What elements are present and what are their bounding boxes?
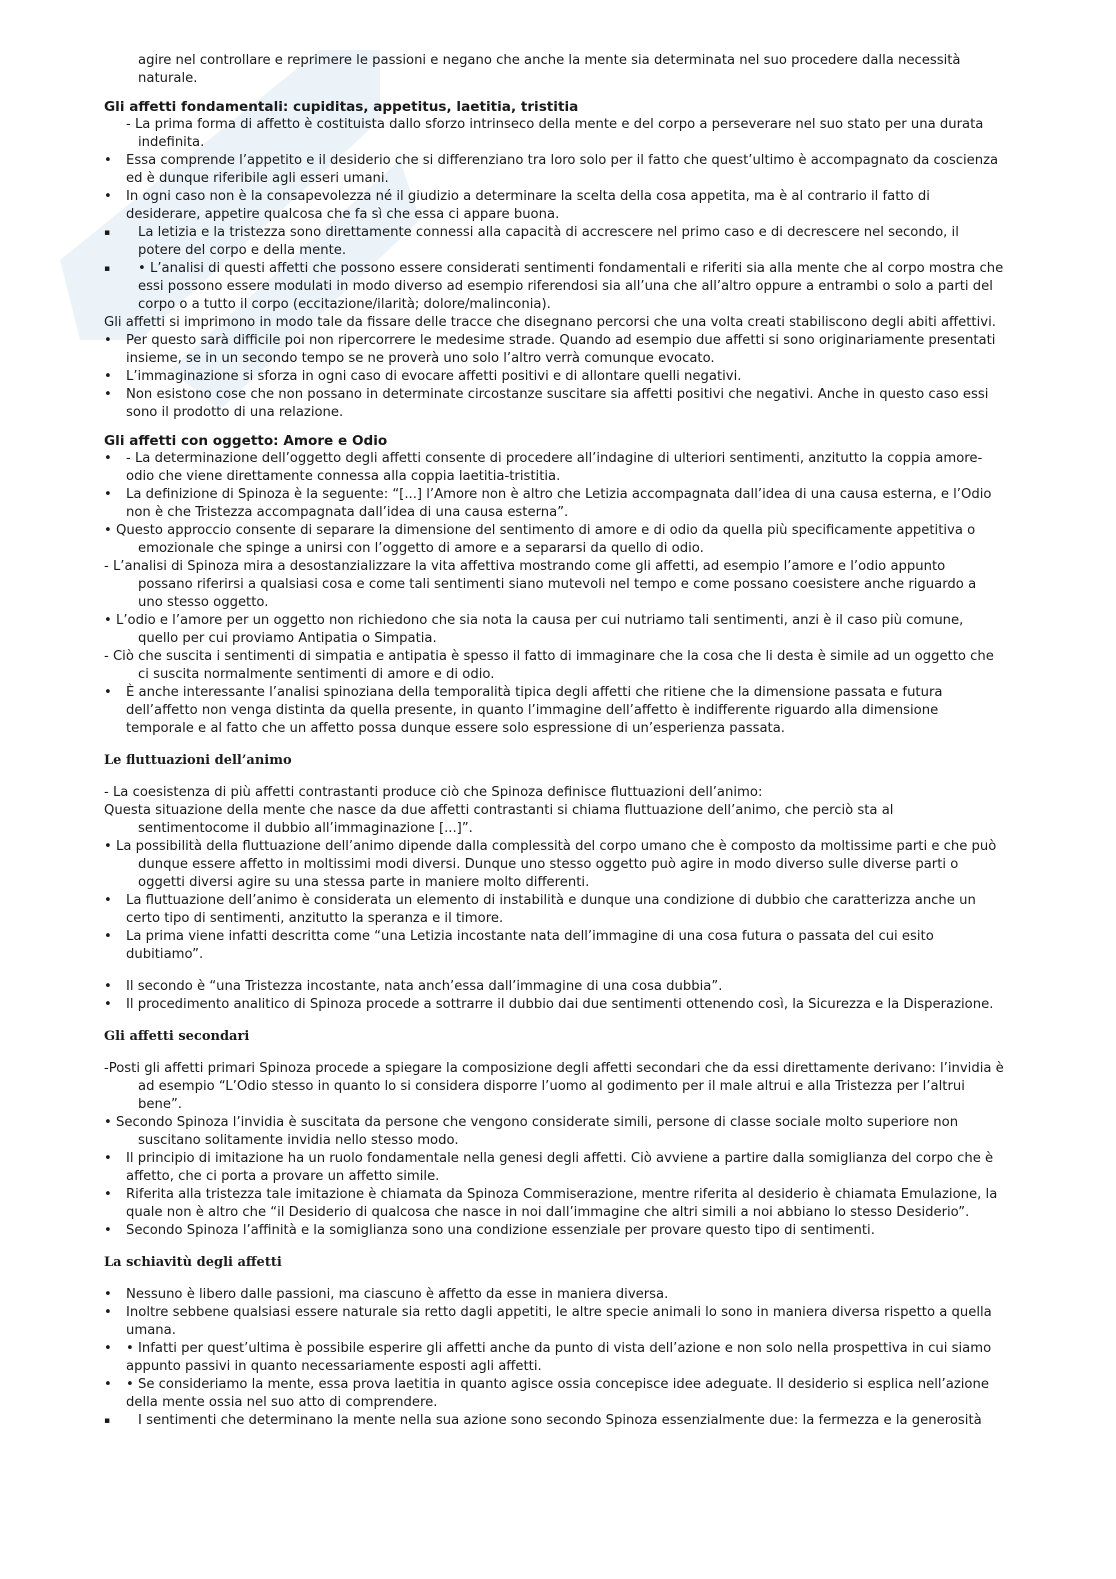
list-item: • Inoltre sebbene qualsiasi essere naturale sia retto dagli appetiti, le altre specie animali lo sono in maniera diversa rispetto a quella umana. [104,1305,992,1338]
list-item: • Essa comprende l’appetito e il desiderio che si differenziano tra loro solo per il fatto che quest’ultimo è accompagnato da coscienza ed è dunque riferibile agli esseri umani. [104,153,999,186]
bullet-icon: • [104,387,112,402]
bullet-icon: • [104,153,112,168]
list-item: • Il procedimento analitico di Spinoza procede a sottrarre il dubbio dai due sentimenti ottenendo così, la Sicurezza e la Disperazione. [104,997,994,1012]
bullet-icon: • [104,1287,112,1302]
section-heading-schiavitu-affetti: La schiavitù degli affetti [104,1255,282,1270]
bullet-icon: • [104,189,112,204]
list-item: • L’immaginazione si sforza in ogni caso di evocare affetti positivi e di allontare quelli negativi. [104,369,742,384]
list-item: ▪ • L’analisi di questi affetti che possono essere considerati sentimenti fondamentali e riferiti sia alla mente che al corpo mostra che essi possono essere modulati in modo diverso ad esempio riferendosi sia all’una che all’altro oppure a entrambi o solo a parti del corpo o a tutto il corpo (eccitazione/ilarità; dolore/malinconia). [104,261,1004,312]
document-page [104,52,1004,1430]
bullet-icon: • [104,1341,112,1356]
list-item: • Secondo Spinoza l’affinità e la somiglianza sono una condizione essenziale per provare questo tipo di sentimenti. [104,1223,875,1238]
list-item: • La definizione di Spinoza è la seguente: “[...] l’Amore non è altro che Letizia accompagnata dall’idea di una causa esterna, e l’Odio non è che Tristezza accompagnata dall’idea di una causa esterna”. [104,487,992,520]
bullet-icon: • [104,997,112,1012]
bullet-icon: • [104,1223,112,1238]
bullet-icon: • [104,487,112,502]
list-item: • Non esistono cose che non possano in determinate circostanze suscitare sia affetti positivi che negativi. Anche in questo caso essi sono il prodotto di una relazione. [104,387,989,420]
list-item: • - La determinazione dell’oggetto degli affetti consente di procedere all’indagine di ulteriori sentimenti, anzitutto la coppia amore-odio che viene direttamente connessa alla coppia laetitia-tristitia. [104,451,983,484]
bullet-icon: • [104,893,112,908]
bullet-icon: • [104,1377,112,1392]
paragraph: Questa situazione della mente che nasce da due affetti contrastanti si chiama fluttuazione dell’animo, che perciò sta al sentimentocome il dubbio all’immaginazione [...]”. [104,803,894,836]
small-bullet-icon: ▪ [104,228,111,238]
list-item: • Nessuno è libero dalle passioni, ma ciascuno è affetto da esse in maniera diversa. [104,1287,669,1302]
small-bullet-icon: ▪ [104,1416,111,1426]
paragraph: - La prima forma di affetto è costituista dallo sforzo intrinseco della mente e del corpo a perseverare nel suo stato per una durata indefinita. [126,117,984,150]
paragraph: • Secondo Spinoza l’invidia è suscitata da persone che vengono considerate simili, persone di classe sociale molto superiore non suscitano solitamente invidia nello stesso modo. [104,1115,959,1148]
paragraph: - La coesistenza di più affetti contrastanti produce ciò che Spinoza definisce fluttuazioni dell’animo: [104,785,763,800]
paragraph: -Posti gli affetti primari Spinoza procede a spiegare la composizione degli affetti secondari che da essi direttamente derivano: l’invidia è ad esempio “L’Odio stesso in quanto lo si considera disporre l’uomo al godimento per il male altrui e alla Tristezza per l’altrui bene”. [104,1061,1004,1112]
list-item: • In ogni caso non è la consapevolezza né il giudizio a determinare la scelta della cosa appetita, ma è al contrario il fatto di desiderare, appetire qualcosa che fa sì che essa ci appare buona. [104,189,930,222]
list-item: ▪ I sentimenti che determinano la mente nella sua azione sono secondo Spinoza essenzialmente due: la fermezza e la generosità [104,1413,982,1428]
small-bullet-icon: ▪ [104,264,111,274]
bullet-icon: • [104,451,112,466]
paragraph: - Ciò che suscita i sentimenti di simpatia e antipatia è spesso il fatto di immaginare che la cosa che li desta è simile ad un oggetto che ci suscita normalmente sentimenti di amore e di odio. [104,649,994,682]
bullet-icon: • [104,369,112,384]
bullet-icon: • [104,333,112,348]
bullet-icon: • [104,1151,112,1166]
intro-paragraph: agire nel controllare e reprimere le passioni e negano che anche la mente sia determinata nel suo procedere dalla necessità naturale. [138,53,961,86]
list-item: • • Se consideriamo la mente, essa prova laetitia in quanto agisce ossia concepisce idee adeguate. Il desiderio si esplica nell’azione della mente ossia nel suo atto di comprendere. [104,1377,989,1410]
bullet-icon: • [104,929,112,944]
list-item: • La prima viene infatti descritta come “una Letizia incostante nata dell’immagine di una cosa futura o passata del cui esito dubitiamo”. [104,929,934,962]
list-item: • È anche interessante l’analisi spinoziana della temporalità tipica degli affetti che ritiene che la dimensione passata e futura dell’affetto non venga distinta da quella presente, in quanto l’immagine dell’affetto è indifferente riguardo alla dimensione temporale e al fatto che un affetto possa dunque essere solo espressione di un’esperienza passata. [104,685,943,736]
bullet-icon: • [104,1187,112,1202]
paragraph: • L’odio e l’amore per un oggetto non richiedono che sia nota la causa per cui nutriamo tali sentimenti, anzi è il caso più comune, quello per cui proviamo Antipatia o Simpatia. [104,613,964,646]
paragraph: - L’analisi di Spinoza mira a desostanzializzare la vita affettiva mostrando come gli affetti, ad esempio l’amore e l’odio appunto possano riferirsi a qualsiasi cosa e come tali sentimenti siano mutevoli nel tempo e come possano coesistere anche riguardo a uno stesso oggetto. [104,559,977,610]
bullet-icon: • [104,979,112,994]
section-heading-fluttuazioni: Le fluttuazioni dell’animo [104,753,292,768]
list-item: • Il secondo è “una Tristezza incostante, nata anch’essa dall’immagine di una cosa dubbia”. [104,979,723,994]
list-item: • Il principio di imitazione ha un ruolo fondamentale nella genesi degli affetti. Ciò avviene a partire dalla somiglianza del corpo che è affetto, che ci porta a provare un affetto simile. [104,1151,994,1184]
list-item: • Per questo sarà difficile poi non ripercorrere le medesime strade. Quando ad esempio due affetti si sono originariamente presentati insieme, se in un secondo tempo se ne proverà uno solo l’altro verrà comunque evocato. [104,333,996,366]
bullet-icon: • [104,685,112,700]
paragraph: • Questo approccio consente di separare la dimensione del sentimento di amore e di odio da quella più specificamente appetitiva o emozionale che spinge a unirsi con l’oggetto di amore e a separarsi da quello di odio. [104,523,976,556]
section-heading-affetti-secondari: Gli affetti secondari [104,1029,250,1044]
list-item: • Riferita alla tristezza tale imitazione è chiamata da Spinoza Commiserazione, mentre riferita al desiderio è chiamata Emulazione, la quale non è altro che “il Desiderio di qualcosa che nasce in noi dall’immagine che altri simili a noi abbiano lo stesso Desiderio”. [104,1187,998,1220]
paragraph: Gli affetti si imprimono in modo tale da fissare delle tracce che disegnano percorsi che una volta creati stabiliscono degli abiti affettivi. [104,315,996,330]
section-heading-amore-odio: Gli affetti con oggetto: Amore e Odio [104,433,388,449]
list-item: ▪ La letizia e la tristezza sono direttamente connessi alla capacità di accrescere nel primo caso e di decrescere nel secondo, il potere del corpo e della mente. [104,225,959,258]
bullet-icon: • [104,1305,112,1320]
list-item: • La fluttuazione dell’animo è considerata un elemento di instabilità e dunque una condizione di dubbio che caratterizza anche un certo tipo di sentimenti, anzitutto la speranza e il timore. [104,893,976,926]
section-heading-affetti-fondamentali: Gli affetti fondamentali: cupiditas, appetitus, laetitia, tristitia [104,99,579,115]
list-item: • • Infatti per quest’ultima è possibile esperire gli affetti anche da punto di vista dell’azione e non solo nella prospettiva in cui siamo appunto passivi in quanto necessariamente esposti agli affetti. [104,1341,992,1374]
paragraph: • La possibilità della fluttuazione dell’animo dipende dalla complessità del corpo umano che è composto da moltissime parti e che può dunque essere affetto in moltissimi modi diversi. Dunque uno stesso oggetto può agire in modo diverso sulle diverse parti o oggetti diversi agire su una stessa parte in maniere molto differenti. [104,839,997,890]
